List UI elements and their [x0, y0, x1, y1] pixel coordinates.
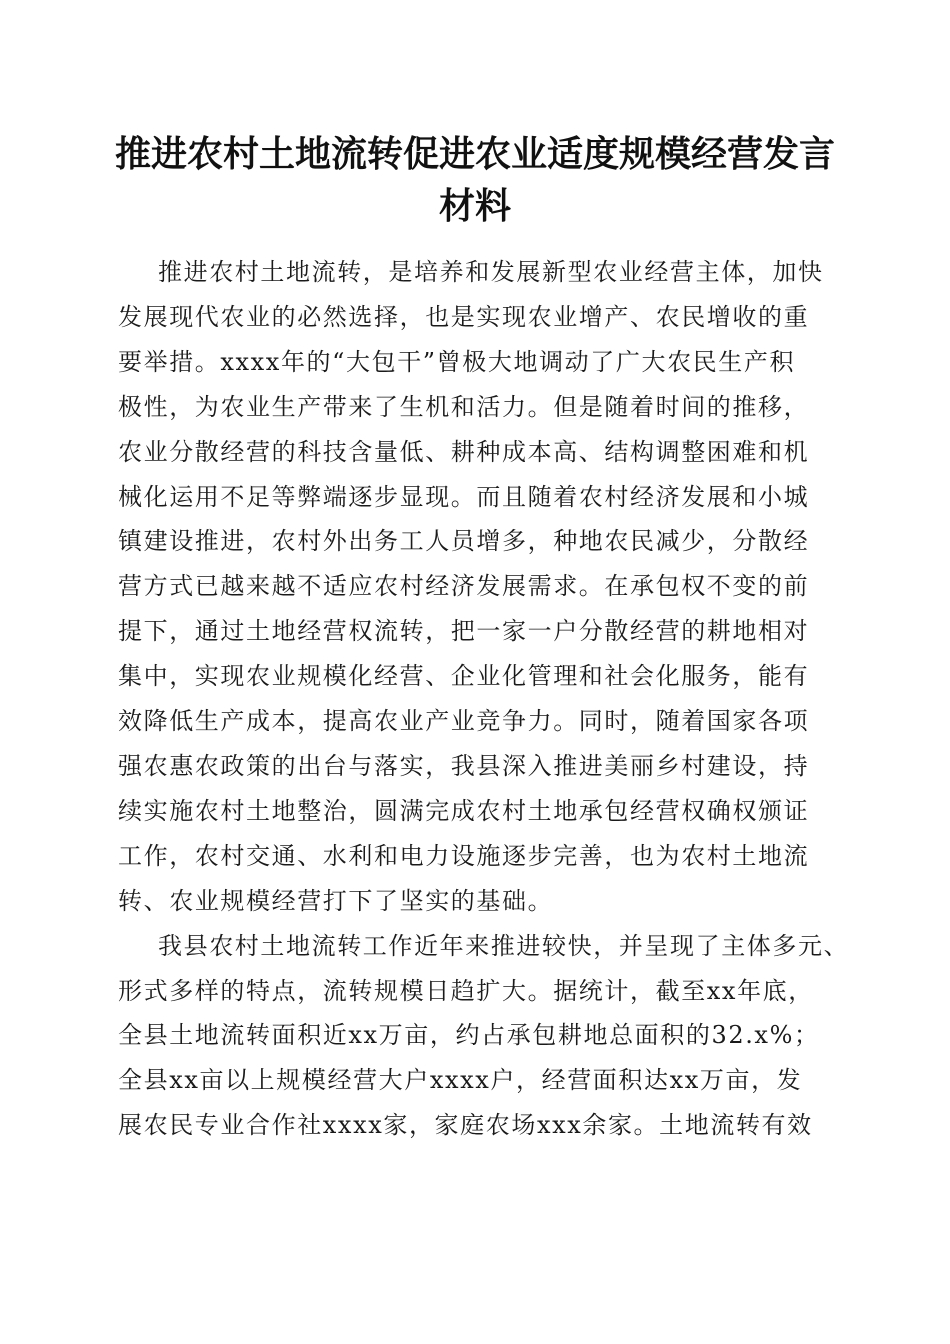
text-line: 械化运用不足等弊端逐步显现。而且随着农村经济发展和小城 [118, 482, 810, 511]
text-line: 形式多样的特点，流转规模日趋扩大。据统计，截至xx年底， [118, 976, 814, 1005]
title-line-1: 推进农村土地流转促进农业适度规模经营发言 [114, 133, 835, 175]
document-body [118, 250, 850, 1148]
text-line: 我县农村土地流转工作近年来推进较快，并呈现了主体多元、 [158, 931, 850, 960]
text-line: 要举措。xxxx年的“大包干”曾极大地调动了广大农民生产积 [118, 347, 796, 376]
text-line: 强农惠农政策的出台与落实，我县深入推进美丽乡村建设，持 [118, 751, 810, 780]
text-line: 推进农村土地流转，是培养和发展新型农业经营主体，加快 [158, 258, 824, 286]
title-line-2: 材料 [438, 185, 511, 227]
document-title [110, 128, 840, 232]
text-line: 极性，为农业生产带来了生机和活力。但是随着时间的推移， [118, 392, 810, 421]
text-line: 转、农业规模经营打下了坚实的基础。 [118, 886, 554, 915]
text-line: 全县土地流转面积近xx万亩，约占承包耕地总面积的32.x%； [118, 1021, 820, 1050]
text-line: 全县xx亩以上规模经营大户xxxx户，经营面积达xx万亩，发 [118, 1066, 803, 1095]
text-line: 展农民专业合作社xxxx家，家庭农场xxx余家。土地流转有效 [118, 1111, 813, 1140]
text-line: 镇建设推进，农村外出务工人员增多，种地农民减少，分散经 [118, 527, 810, 556]
text-line: 集中，实现农业规模化经营、企业化管理和社会化服务，能有 [118, 662, 810, 691]
text-line: 提下，通过土地经营权流转，把一家一户分散经营的耕地相对 [118, 617, 810, 646]
text-line: 工作，农村交通、水利和电力设施逐步完善，也为农村土地流 [118, 841, 810, 870]
paragraph-2 [118, 924, 850, 1149]
paragraph-1 [118, 250, 830, 924]
text-line: 续实施农村土地整治，圆满完成农村土地承包经营权确权颁证 [118, 796, 810, 825]
text-line: 发展现代农业的必然选择，也是实现农业增产、农民增收的重 [118, 302, 810, 331]
text-line: 农业分散经营的科技含量低、耕种成本高、结构调整困难和机 [118, 437, 810, 466]
text-line: 效降低生产成本，提高农业产业竞争力。同时，随着国家各项 [118, 707, 810, 736]
text-line: 营方式已越来越不适应农村经济发展需求。在承包权不变的前 [118, 572, 810, 601]
